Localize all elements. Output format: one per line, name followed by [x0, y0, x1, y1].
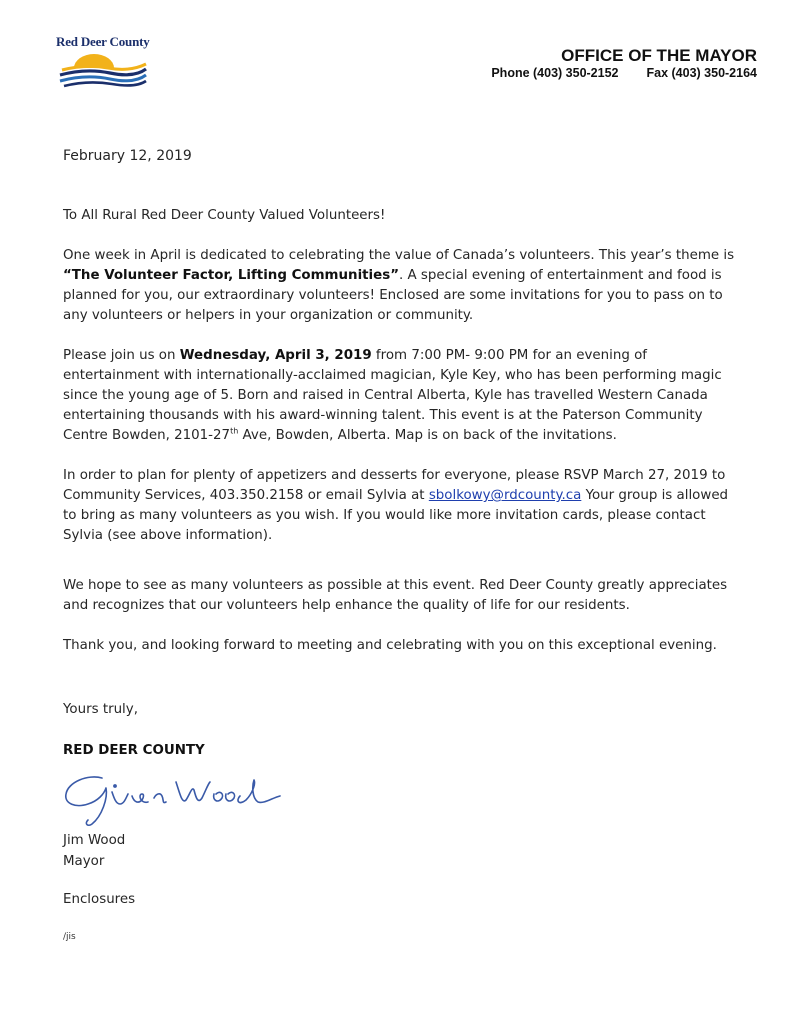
greeting: To All Rural Red Deer County Valued Volunteers! — [63, 208, 386, 223]
signatory — [63, 830, 743, 872]
contact-line — [491, 66, 757, 80]
paragraph-rsvp: In order to plan for plenty of appetizers and desserts for everyone, please RSVP March 27, 2019 to Community Services, 403.350.2158 or email Sylvia at sbolkowy@rdcounty.ca Your group is allowed to bring as many volunteers as you wish. If you would like more invitation cards, please contact Sylvia (see above information). — [63, 468, 729, 543]
theme-name: “The Volunteer Factor, Lifting Communities” — [63, 268, 399, 283]
phone-number: Phone (403) 350-2152 — [491, 66, 619, 80]
county-logo — [56, 34, 160, 88]
office-title: OFFICE OF THE MAYOR — [561, 46, 757, 65]
fax-number: Fax (403) 350-2164 — [646, 66, 757, 80]
signatory-name: Jim Wood — [63, 833, 126, 848]
sunrise-waves-logo-icon — [56, 50, 148, 88]
signatory-title: Mayor — [63, 854, 105, 869]
paragraph-event: Please join us on Wednesday, April 3, 2019 from 7:00 PM- 9:00 PM for an evening of entertainment with internationally-acclaimed magician, Kyle Key, who has been performing magic since the young age of 5. Born and raised in Central Alberta, Kyle has travelled Western Canada entertaining thousands with his award-winning talent. This event is at the Paterson Community Centre Bowden, 2101-27th Ave, Bowden, Alberta. Map is on back of the invitations. — [63, 348, 722, 443]
enclosures-note: Enclosures — [63, 892, 136, 907]
logo-org-name: Red Deer County — [56, 34, 150, 49]
typist-initials: /jis — [63, 932, 76, 942]
signature-org: RED DEER COUNTY — [63, 743, 205, 758]
paragraph-thanks: Thank you, and looking forward to meeting and celebrating with you on this exceptional evening. — [63, 638, 717, 653]
event-date: Wednesday, April 3, 2019 — [179, 348, 372, 363]
letter-date: February 12, 2019 — [63, 148, 192, 164]
paragraph-hope: We hope to see as many volunteers as possible at this event. Red Deer County greatly appreciates and recognizes that our volunteers help enhance the quality of life for our residents. — [63, 578, 728, 613]
paragraph-theme: One week in April is dedicated to celebrating the value of Canada’s volunteers. This year’s theme is “The Volunteer Factor, Lifting Communities”. A special evening of entertainment and food is planned for you, our extraordinary volunteers! Enclosed are some invitations for you to pass on to any volunteers or helpers in your organization or community. — [63, 248, 735, 323]
email-link[interactable]: sbolkowy@rdcounty.ca — [428, 488, 582, 503]
closing: Yours truly, — [63, 702, 138, 717]
handwritten-signature — [58, 764, 308, 828]
